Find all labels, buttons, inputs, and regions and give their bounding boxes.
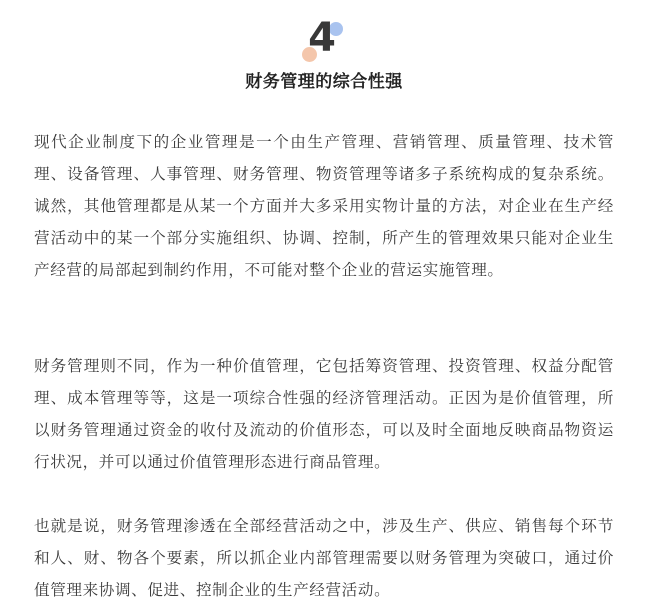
paragraph-3: 也就是说，财务管理渗透在全部经营活动之中，涉及生产、供应、销售每个环节和人、财、物各个要素，所以抓企业内部管理需要以财务管理为突破口，通过价值管理来协调、促进、控制企业的生产经营活动。	[34, 517, 614, 599]
section-title: 财务管理的综合性强	[245, 72, 403, 92]
paragraph-1: 现代企业制度下的企业管理是一个由生产管理、营销管理、质量管理、技术管理、设备管理、人事管理、财务管理、物资管理等诸多子系统构成的复杂系统。诚然，其他管理都是从某一个方面并大多采用实物计量的方法，对企业在生产经营活动中的某一个部分实施组织、协调、控制，所产生的管理效果只能对企业生产经营的局部起到制约作用，不可能对整个企业的营运实施管理。	[34, 133, 614, 279]
section-number-badge	[302, 15, 348, 66]
paragraph-2: 财务管理则不同，作为一种价值管理，它包括筹资管理、投资管理、权益分配管理、成本管理等等，这是一项综合性强的经济管理活动。正因为是价值管理，所以财务管理通过资金的收付及流动的价值形态，可以及时全面地反映商品物资运行状况，并可以通过价值管理形态进行商品管理。	[34, 357, 614, 471]
section-header	[0, 0, 648, 100]
section-number: 4	[308, 15, 336, 61]
